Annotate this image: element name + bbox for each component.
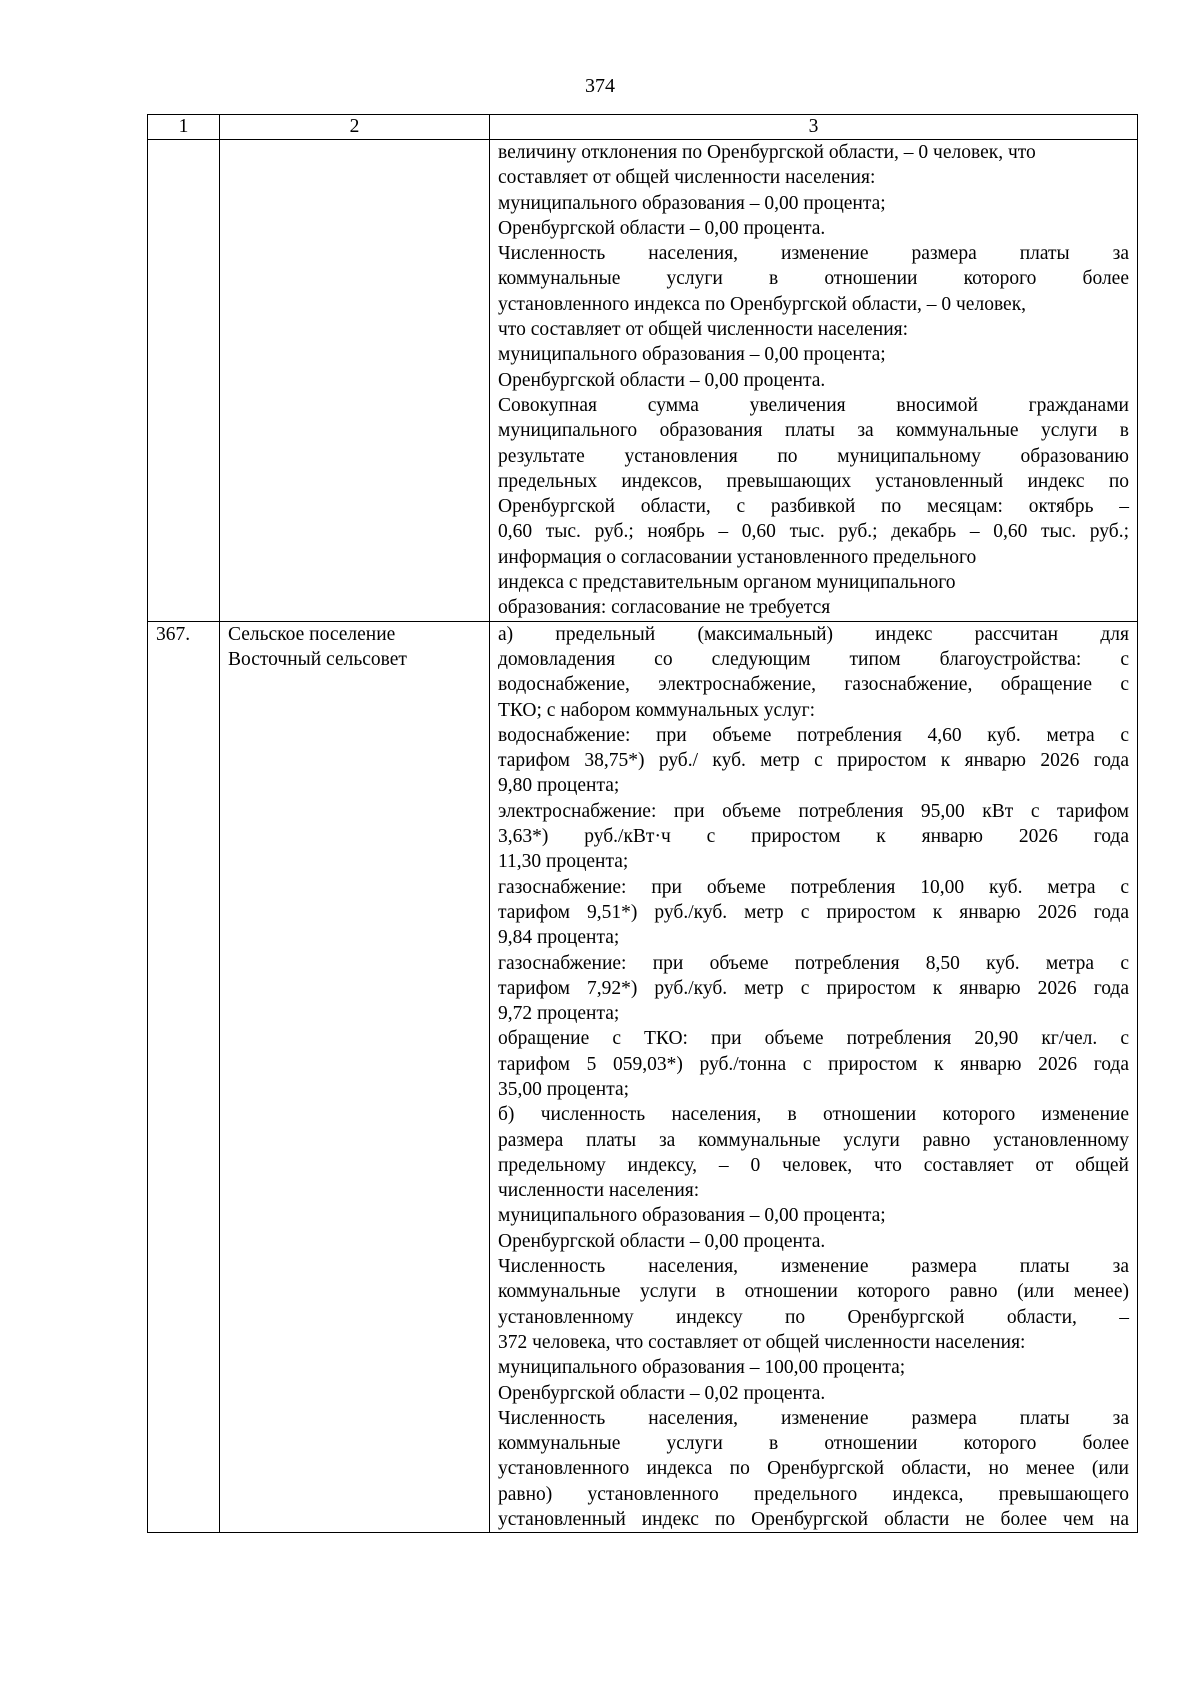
- municipality-name-line: Сельское поселение: [228, 623, 396, 645]
- text-line: установленного индекса по Оренбургской области, – 0 человек,: [498, 293, 1027, 315]
- text-line: тарифом 7,92*) руб./куб. метр с приростом к январю 2026 года: [498, 977, 1129, 999]
- text-line: равно) установленного предельного индекса, превышающего: [498, 1483, 1129, 1505]
- text-line: Оренбургской области – 0,02 процента.: [498, 1382, 826, 1404]
- text-line: 11,30 процента;: [498, 851, 629, 873]
- text-line: тарифом 9,51*) руб./куб. метр с приростом к январю 2026 года: [498, 901, 1129, 923]
- text-line: газоснабжение: при объеме потребления 10,00 куб. метра с: [498, 876, 1129, 898]
- table-header-row: [148, 115, 1138, 140]
- row-number-cell: [148, 140, 220, 622]
- text-line: коммунальные услуги в отношении которого более: [498, 1433, 1129, 1455]
- text-line: индекса с представительным органом муниципального: [498, 572, 956, 594]
- tariff-table: [147, 114, 1138, 1533]
- text-line: электроснабжение: при объеме потребления 95,00 кВт с тарифом: [498, 800, 1129, 822]
- description-cell: [490, 621, 1138, 1533]
- text-line: предельных индексов, превышающих установленный индекс по: [498, 470, 1129, 492]
- municipality-cell: [220, 140, 490, 622]
- text-line: б) численность населения, в отношении которого изменение: [498, 1104, 1129, 1126]
- text-line: а) предельный (максимальный) индекс рассчитан для: [498, 623, 1129, 645]
- text-line: численности населения:: [498, 1180, 700, 1202]
- text-line: муниципального образования – 100,00 процента;: [498, 1357, 906, 1379]
- text-line: Численность населения, изменение размера платы за: [498, 243, 1129, 265]
- text-line: результате установления по муниципальному образованию: [498, 445, 1129, 467]
- text-line: водоснабжение: при объеме потребления 4,60 куб. метра с: [498, 724, 1129, 746]
- text-line: Оренбургской области – 0,00 процента.: [498, 369, 826, 391]
- text-line: Оренбургской области – 0,00 процента.: [498, 1230, 826, 1252]
- text-line: предельному индексу, – 0 человек, что составляет от общей: [498, 1154, 1129, 1176]
- description-text: [498, 622, 1129, 1533]
- text-line: муниципального образования – 0,00 процента;: [498, 1205, 886, 1227]
- text-line: Оренбургской области, с разбивкой по месяцам: октябрь –: [498, 496, 1129, 518]
- text-line: муниципального образования – 0,00 процента;: [498, 192, 886, 214]
- text-line: 9,84 процента;: [498, 927, 620, 949]
- text-line: информация о согласовании установленного предельного: [498, 546, 977, 568]
- text-line: 0,60 тыс. руб.; ноябрь – 0,60 тыс. руб.; декабрь – 0,60 тыс. руб.;: [498, 521, 1129, 543]
- municipality-cell: [220, 621, 490, 1533]
- text-line: составляет от общей численности населения:: [498, 167, 876, 189]
- text-line: установленный индекс по Оренбургской области не более чем на: [498, 1509, 1129, 1531]
- text-line: Совокупная сумма увеличения вносимой гражданами: [498, 394, 1129, 416]
- text-line: 3,63*) руб./кВт·ч с приростом к январю 2026 года: [498, 826, 1129, 848]
- text-line: 9,72 процента;: [498, 1003, 620, 1025]
- description-cell: [490, 140, 1138, 622]
- table-row-continued: [148, 140, 1138, 622]
- text-line: Оренбургской области – 0,00 процента.: [498, 217, 826, 239]
- text-line: 372 человека, что составляет от общей численности населения:: [498, 1331, 1026, 1353]
- text-line: домовладения со следующим типом благоустройства: с: [498, 648, 1129, 670]
- page-number: 374: [585, 75, 615, 97]
- text-line: Численность населения, изменение размера платы за: [498, 1407, 1129, 1429]
- row-number-cell: [148, 621, 220, 1533]
- text-line: что составляет от общей численности населения:: [498, 319, 909, 341]
- text-line: тарифом 5 059,03*) руб./тонна с приростом к январю 2026 года: [498, 1053, 1129, 1075]
- text-line: установленному индексу по Оренбургской области, –: [498, 1306, 1129, 1328]
- text-line: обращение с ТКО: при объеме потребления 20,90 кг/чел. с: [498, 1028, 1129, 1050]
- text-line: Численность населения, изменение размера платы за: [498, 1256, 1129, 1278]
- text-line: муниципального образования – 0,00 процента;: [498, 344, 886, 366]
- row-number: 367.: [156, 623, 191, 645]
- text-line: образования: согласование не требуется: [498, 597, 831, 619]
- text-line: тарифом 38,75*) руб./ куб. метр с приростом к январю 2026 года: [498, 750, 1129, 772]
- text-line: муниципального образования платы за коммунальные услуги в: [498, 420, 1129, 442]
- municipality-name-line: Восточный сельсовет: [228, 648, 407, 670]
- text-line: установленного индекса по Оренбургской области, но менее (или: [498, 1458, 1129, 1480]
- text-line: 35,00 процента;: [498, 1078, 630, 1100]
- text-line: размера платы за коммунальные услуги равно установленному: [498, 1129, 1129, 1151]
- description-text: [498, 140, 1129, 621]
- header-col-1: 1: [148, 115, 220, 140]
- text-line: водоснабжение, электроснабжение, газоснабжение, обращение с: [498, 674, 1129, 696]
- header-col-3: 3: [490, 115, 1138, 140]
- text-line: 9,80 процента;: [498, 775, 620, 797]
- text-line: ТКО; с набором коммунальных услуг:: [498, 699, 816, 721]
- header-col-2: 2: [220, 115, 490, 140]
- text-line: коммунальные услуги в отношении которого равно (или менее): [498, 1281, 1129, 1303]
- table-row-367: [148, 621, 1138, 1533]
- text-line: величину отклонения по Оренбургской области, – 0 человек, что: [498, 142, 1036, 163]
- text-line: газоснабжение: при объеме потребления 8,50 куб. метра с: [498, 952, 1129, 974]
- text-line: коммунальные услуги в отношении которого более: [498, 268, 1129, 290]
